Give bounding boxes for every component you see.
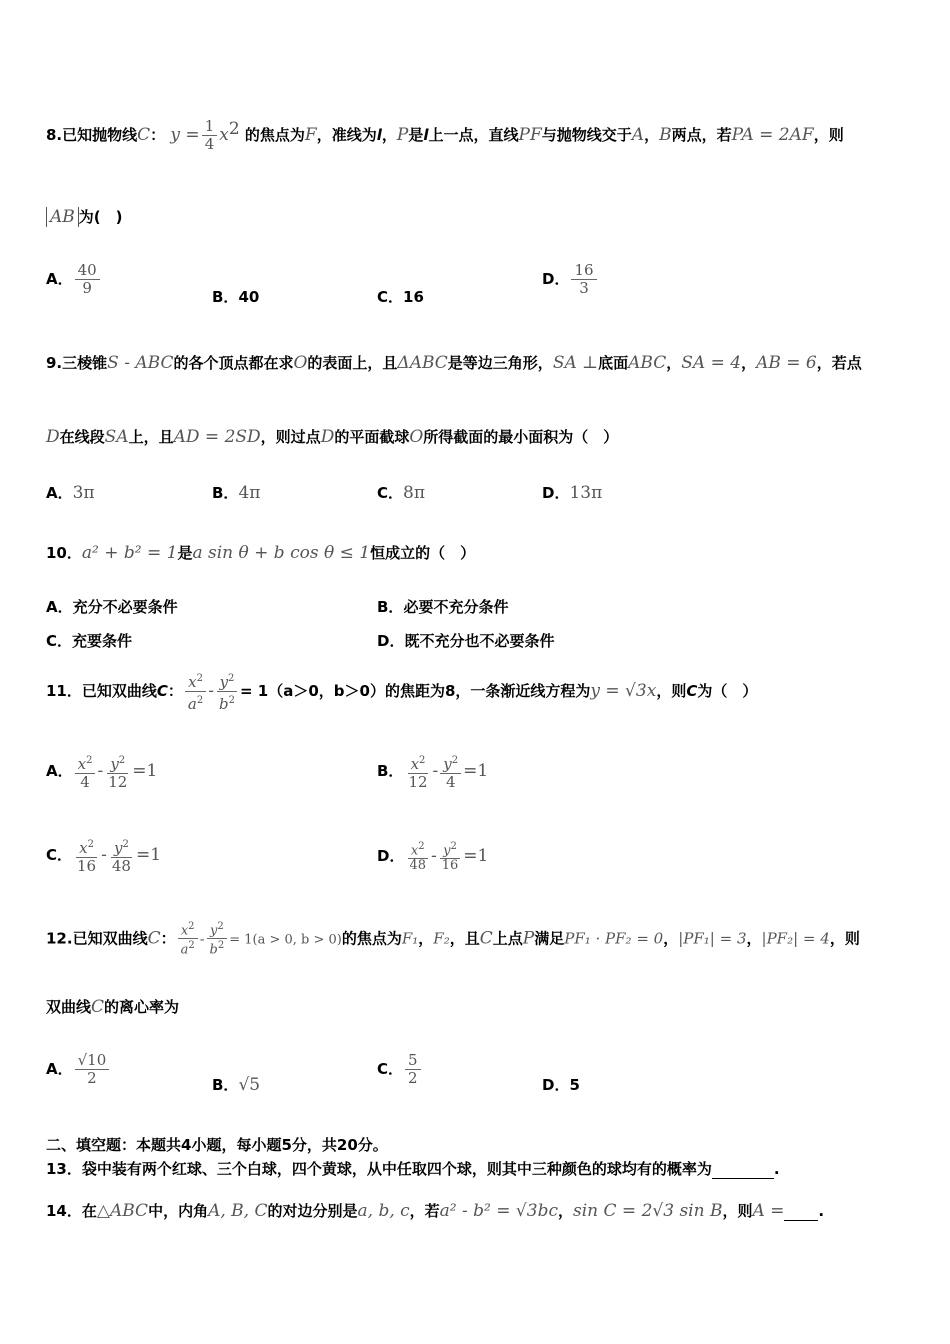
question-number: 14．: [46, 1202, 82, 1220]
fraction-x: $\frac{x^2}{a^2}$: [185, 670, 206, 713]
q12-option-d[interactable]: D．5: [542, 1076, 580, 1094]
equation: y =: [170, 125, 200, 145]
question-12-line-1: 12.已知双曲线C： $\frac{x^2}{a^2}$ - $\frac{y^2}{b^2}$ = 1(a > 0, b > 0)的焦点为F₁，F₂，且C上点P满足PF₁ · PF₂ = 0，|PF₁| = 3，|PF₂| = 4，则: [46, 921, 860, 958]
answer-blank[interactable]: [712, 1160, 774, 1179]
question-14: 14．在△ABC中，内角A, B, C的对边分别是a, b, c，若a² - b² = √3bc，sin C = 2√3 sin B，则A = .: [46, 1201, 825, 1221]
q10-option-b[interactable]: B．必要不充分条件: [377, 598, 509, 616]
q8-option-c[interactable]: C．16: [377, 288, 424, 306]
q8-option-a[interactable]: A． $\frac{40}{9}$: [46, 262, 102, 297]
section-heading: 二、填空题：本题共4小题，每小题5分，共20分。: [46, 1136, 388, 1154]
question-8-line-1: 8.已知抛物线C： y = $\frac{1}{4}$ $x^2$ 的焦点为F，准线为l，P是l上一点，直线PF与抛物线交于A，B两点，若PA = 2AF，则: [46, 117, 844, 153]
abs-ab: AB: [46, 207, 79, 227]
q12-option-b[interactable]: B．√5: [212, 1075, 261, 1095]
fraction: $\frac{1}{4}$: [202, 118, 218, 153]
q11-option-c[interactable]: C． $\frac{x^2}{16}$ - $\frac{y^2}{48}$ =1: [46, 836, 161, 875]
q10-option-a[interactable]: A．充分不必要条件: [46, 598, 178, 616]
question-12-line-2: 双曲线C的离心率为: [46, 997, 180, 1017]
q8-option-b[interactable]: B．40: [212, 288, 260, 306]
question-number: 10．: [46, 544, 82, 562]
q9-option-d[interactable]: D．13π: [542, 483, 603, 503]
question-10: 10．a² + b² = 1是a sin θ + b cos θ ≤ 1恒成立的（ ）: [46, 543, 476, 563]
question-number: 9.: [46, 354, 63, 372]
question-8-line-2: AB 为( ): [46, 206, 123, 227]
q10-option-c[interactable]: C．充要条件: [46, 632, 133, 650]
question-11: 11．已知双曲线C： $\frac{x^2}{a^2}$ - $\frac{y^2}{b^2}$ = 1（a＞0，b＞0）的焦距为8，一条渐近线方程为y = √3x，则C为（ ）: [46, 670, 757, 713]
q10-option-d[interactable]: D．既不充分也不必要条件: [377, 632, 555, 650]
answer-blank[interactable]: [784, 1202, 818, 1221]
question-13: 13．袋中装有两个红球、三个白球，四个黄球，从中任取四个球，则其中三种颜色的球均有的概率为 .: [46, 1160, 780, 1178]
q11-option-a[interactable]: A． $\frac{x^2}{4}$ - $\frac{y^2}{12}$ =1: [46, 752, 157, 791]
fraction-y: $\frac{y^2}{b^2}$: [216, 670, 238, 713]
question-number: 8.: [46, 126, 63, 144]
q12-option-a[interactable]: A． $\frac{√10}{2}$: [46, 1052, 111, 1087]
q12-option-c[interactable]: C． $\frac{5}{2}$: [377, 1052, 423, 1087]
question-9-line-2: D在线段SA上，且AD = 2SD，则过点D的平面截球O所得截面的最小面积为（ ）: [46, 427, 619, 447]
question-number: 11．: [46, 682, 82, 700]
q9-option-c[interactable]: C．8π: [377, 483, 426, 503]
question-9-line-1: 9.三棱锥S - ABC的各个顶点都在求O的表面上，且ΔABC是等边三角形，SA ⊥底面ABC，SA = 4，AB = 6，若点: [46, 353, 862, 373]
condition: PA = 2AF: [731, 125, 814, 145]
q9-option-a[interactable]: A．3π: [46, 483, 95, 503]
q9-option-b[interactable]: B．4π: [212, 483, 261, 503]
question-number: 12.: [46, 929, 73, 948]
q11-option-d[interactable]: D． $\frac{x^2}{48}$ - $\frac{y^2}{16}$ =1: [377, 841, 489, 874]
q8-option-d[interactable]: D． $\frac{16}{3}$: [542, 262, 599, 297]
q11-option-b[interactable]: B． $\frac{x^2}{12}$ - $\frac{y^2}{4}$ =1: [377, 752, 488, 791]
